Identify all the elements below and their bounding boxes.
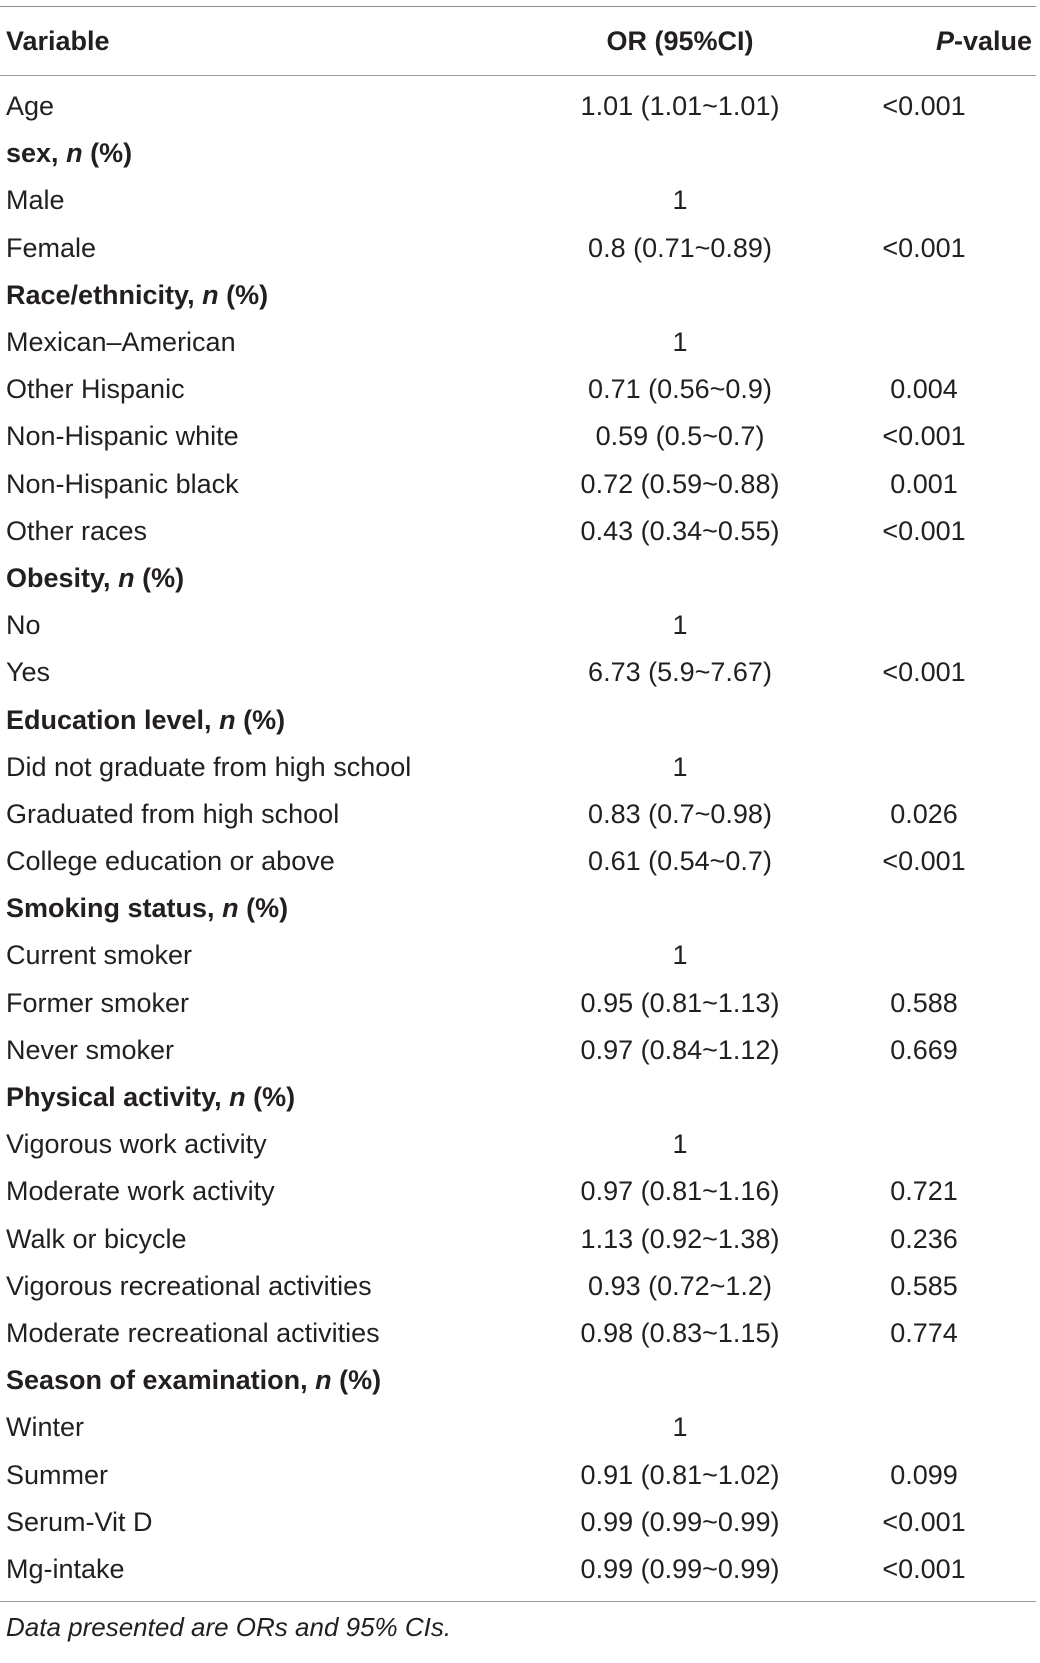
section-pct: (%) [142,562,185,593]
section-n: n [219,704,236,735]
table-row [0,508,1036,555]
table-row [0,791,1036,838]
section-n: n [66,138,83,169]
cell-or: 0.61 (0.54~0.7) [588,846,772,877]
cell-variable: Mg-intake [6,1553,125,1584]
cell-variable: Serum-Vit D [6,1506,153,1537]
cell-or: 1 [672,1412,688,1443]
section-title: Smoking status, [6,893,215,924]
cell-variable: Mexican–American [6,327,236,358]
cell-variable: College education or above [6,846,335,877]
section-label [0,1365,570,1396]
cell-or: 0.72 (0.59~0.88) [580,468,780,499]
table-row [0,744,1036,791]
table-row [0,1168,1036,1215]
section-row [0,272,1036,319]
section-pct: (%) [246,893,289,924]
cell-variable: Walk or bicycle [6,1223,187,1254]
cell-p-value: <0.001 [882,1506,966,1537]
cell-p-value: <0.001 [882,232,966,263]
table-body [0,76,1036,1601]
cell-or: 0.43 (0.34~0.55) [580,515,780,546]
header-variable: Variable [6,25,110,56]
section-pct: (%) [226,279,269,310]
cell-variable: Other races [6,515,148,546]
cell-or: 0.99 (0.99~0.99) [580,1553,780,1584]
section-title: Education level, [6,704,212,735]
table-row [0,649,1036,696]
cell-or: 0.93 (0.72~1.2) [588,1270,772,1301]
section-n: n [229,1082,246,1113]
cell-or: 1.01 (1.01~1.01) [580,91,780,122]
cell-variable: Graduated from high school [6,798,340,829]
section-n: n [315,1365,332,1396]
cell-p-value: 0.236 [890,1223,958,1254]
section-n: n [222,893,239,924]
results-table [0,6,1036,1652]
cell-variable: Vigorous recreational activities [6,1270,372,1301]
table-row [0,1263,1036,1310]
cell-p-value: 0.026 [890,798,958,829]
cell-p-value: 0.004 [890,374,958,405]
cell-variable: Other Hispanic [6,374,185,405]
cell-or: 1 [672,1129,688,1160]
table-row [0,1121,1036,1168]
cell-variable: Never smoker [6,1034,175,1065]
section-pct: (%) [339,1365,382,1396]
cell-or: 0.91 (0.81~1.02) [580,1459,780,1490]
table-row [0,1404,1036,1451]
cell-or: 0.95 (0.81~1.13) [580,987,780,1018]
section-row [0,1357,1036,1404]
section-pct: (%) [253,1082,296,1113]
section-label [0,138,570,169]
table-row [0,319,1036,366]
table-row [0,1216,1036,1263]
cell-p-value: <0.001 [882,1553,966,1584]
table-row [0,838,1036,885]
cell-variable: No [6,610,41,641]
section-pct: (%) [243,704,286,735]
cell-variable: Age [6,91,55,122]
cell-variable: Non-Hispanic white [6,421,239,452]
cell-or: 0.97 (0.81~1.16) [580,1176,780,1207]
section-title: Season of examination, [6,1365,308,1396]
table-row [0,83,1036,130]
section-label [0,893,570,924]
cell-p-value: <0.001 [882,515,966,546]
cell-variable: Moderate recreational activities [6,1317,380,1348]
cell-or: 1.13 (0.92~1.38) [580,1223,780,1254]
table-row [0,932,1036,979]
table-row [0,1451,1036,1498]
cell-p-value: <0.001 [882,657,966,688]
cell-variable: Moderate work activity [6,1176,275,1207]
cell-p-value: 0.669 [890,1034,958,1065]
section-row [0,555,1036,602]
cell-p-value: 0.001 [890,468,958,499]
cell-variable: Non-Hispanic black [6,468,239,499]
cell-or: 0.8 (0.71~0.89) [588,232,772,263]
cell-variable: Did not graduate from high school [6,751,412,782]
table-row [0,177,1036,224]
cell-or: 6.73 (5.9~7.67) [588,657,772,688]
cell-p-value: 0.585 [890,1270,958,1301]
section-n: n [118,562,135,593]
cell-p-value: 0.588 [890,987,958,1018]
section-label [0,1082,570,1113]
header-or: OR (95%CI) [606,25,754,56]
cell-or: 0.59 (0.5~0.7) [595,421,765,452]
section-row [0,130,1036,177]
cell-p-value: <0.001 [882,846,966,877]
cell-or: 0.83 (0.7~0.98) [588,798,772,829]
table-row [0,366,1036,413]
table-row [0,461,1036,508]
cell-variable: Vigorous work activity [6,1129,267,1160]
section-title: Race/ethnicity, [6,279,195,310]
table-row [0,1027,1036,1074]
table-row [0,602,1036,649]
table-row [0,1546,1036,1593]
cell-variable: Former smoker [6,987,190,1018]
section-title: Physical activity, [6,1082,222,1113]
cell-p-value: 0.721 [890,1176,958,1207]
cell-or: 1 [672,327,688,358]
cell-p-value: 0.774 [890,1317,958,1348]
section-title: Obesity, [6,562,111,593]
header-p-prefix: P [935,25,954,56]
section-pct: (%) [90,138,133,169]
section-row [0,696,1036,743]
cell-or: 1 [672,940,688,971]
section-row [0,1074,1036,1121]
header-p-suffix: -value [953,25,1032,56]
table-footnote: Data presented are ORs and 95% CIs. [6,1612,452,1642]
table-row [0,1499,1036,1546]
cell-or: 0.99 (0.99~0.99) [580,1506,780,1537]
section-title: sex, [6,138,59,169]
section-label [0,705,570,736]
cell-variable: Female [6,232,97,263]
cell-variable: Winter [6,1412,85,1443]
cell-or: 0.97 (0.84~1.12) [580,1034,780,1065]
section-row [0,885,1036,932]
cell-or: 1 [672,185,688,216]
cell-variable: Summer [6,1459,109,1490]
section-n: n [202,279,219,310]
section-label [0,563,570,594]
cell-or: 1 [672,751,688,782]
section-label [0,280,570,311]
cell-p-value: <0.001 [882,421,966,452]
cell-p-value: <0.001 [882,91,966,122]
cell-or: 0.71 (0.56~0.9) [588,374,772,405]
table-row [0,980,1036,1027]
cell-variable: Male [6,185,65,216]
cell-variable: Yes [6,657,51,688]
cell-p-value: 0.099 [890,1459,958,1490]
cell-or: 1 [672,610,688,641]
table-row [0,413,1036,460]
header-p-value [790,26,1036,57]
cell-variable: Current smoker [6,940,193,971]
cell-or: 0.98 (0.83~1.15) [580,1317,780,1348]
table-row [0,1310,1036,1357]
table-row [0,225,1036,272]
table-header-row [0,7,1036,75]
